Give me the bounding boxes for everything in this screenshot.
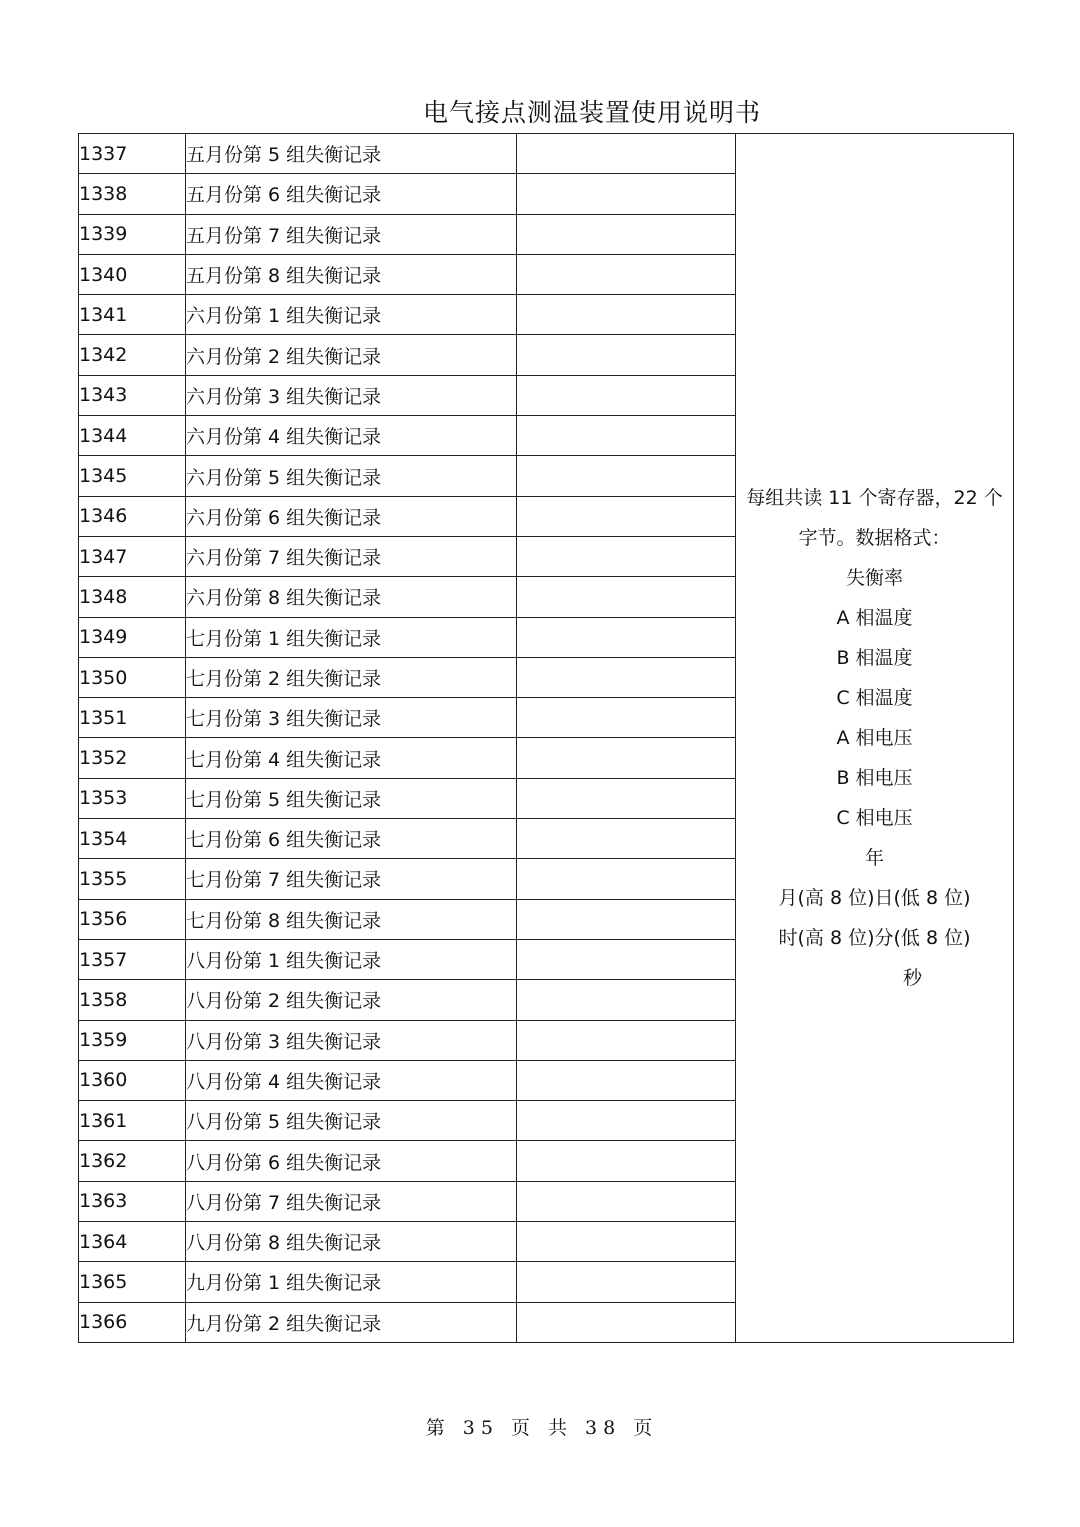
register-name: 八月份第 4 组失衡记录 [186, 1060, 517, 1100]
description-line: 失衡率 [845, 566, 903, 589]
register-value [517, 859, 736, 899]
register-address: 1354 [79, 819, 186, 859]
register-value [517, 778, 736, 818]
register-table-body [79, 134, 1014, 1343]
register-address: 1341 [79, 295, 186, 335]
register-address: 1356 [79, 899, 186, 939]
register-value [517, 174, 736, 214]
register-name: 五月份第 7 组失衡记录 [186, 214, 517, 254]
register-address: 1348 [79, 577, 186, 617]
register-address: 1360 [79, 1060, 186, 1100]
register-name: 五月份第 8 组失衡记录 [186, 254, 517, 294]
document-title: 电气接点测温装置使用说明书 [422, 98, 761, 127]
register-value [517, 980, 736, 1020]
register-name: 七月份第 7 组失衡记录 [186, 859, 517, 899]
register-value [517, 1222, 736, 1262]
register-address: 1362 [79, 1141, 186, 1181]
page-number: 第 35 页 共 38 页 [425, 1417, 659, 1439]
description-line: B 相电压 [836, 766, 913, 789]
register-value [517, 738, 736, 778]
register-value [517, 819, 736, 859]
register-value [517, 1181, 736, 1221]
register-address: 1342 [79, 335, 186, 375]
register-address: 1338 [79, 174, 186, 214]
register-name: 六月份第 1 组失衡记录 [186, 295, 517, 335]
description-line: 时(高 8 位)分(低 8 位) [778, 926, 971, 949]
description-line: A 相电压 [836, 726, 913, 749]
register-address: 1340 [79, 254, 186, 294]
register-name: 六月份第 7 组失衡记录 [186, 536, 517, 576]
register-address: 1337 [79, 134, 186, 174]
register-name: 六月份第 5 组失衡记录 [186, 456, 517, 496]
register-value [517, 1141, 736, 1181]
register-value [517, 939, 736, 979]
register-value [517, 1020, 736, 1060]
register-value [517, 496, 736, 536]
register-name: 六月份第 3 组失衡记录 [186, 375, 517, 415]
register-name: 八月份第 5 组失衡记录 [186, 1101, 517, 1141]
register-value [517, 134, 736, 174]
register-address: 1359 [79, 1020, 186, 1060]
register-value [517, 1060, 736, 1100]
register-value [517, 1101, 736, 1141]
register-table [78, 133, 1014, 1343]
description-line: 每组共读 11 个寄存器，22 个 [746, 486, 1003, 509]
register-address: 1345 [79, 456, 186, 496]
register-address: 1350 [79, 657, 186, 697]
register-value [517, 375, 736, 415]
register-address: 1363 [79, 1181, 186, 1221]
register-name: 六月份第 2 组失衡记录 [186, 335, 517, 375]
register-name: 九月份第 1 组失衡记录 [186, 1262, 517, 1302]
description-line: C 相电压 [836, 806, 913, 829]
register-value [517, 617, 736, 657]
register-name: 八月份第 8 组失衡记录 [186, 1222, 517, 1262]
register-name: 七月份第 4 组失衡记录 [186, 738, 517, 778]
register-value [517, 456, 736, 496]
description-line: 月(高 8 位)日(低 8 位) [778, 886, 971, 909]
register-address: 1357 [79, 939, 186, 979]
register-name: 八月份第 1 组失衡记录 [186, 939, 517, 979]
register-value [517, 577, 736, 617]
register-address: 1352 [79, 738, 186, 778]
register-name: 八月份第 6 组失衡记录 [186, 1141, 517, 1181]
register-name: 八月份第 2 组失衡记录 [186, 980, 517, 1020]
register-name: 七月份第 5 组失衡记录 [186, 778, 517, 818]
register-value [517, 254, 736, 294]
register-name: 七月份第 1 组失衡记录 [186, 617, 517, 657]
description-line: C 相温度 [836, 686, 913, 709]
register-name: 六月份第 8 组失衡记录 [186, 577, 517, 617]
register-name: 八月份第 7 组失衡记录 [186, 1181, 517, 1221]
register-address: 1365 [79, 1262, 186, 1302]
register-value [517, 214, 736, 254]
description-line: 秒 [902, 966, 922, 989]
register-name: 九月份第 2 组失衡记录 [186, 1302, 517, 1342]
register-address: 1361 [79, 1101, 186, 1141]
register-name: 七月份第 6 组失衡记录 [186, 819, 517, 859]
register-name: 七月份第 8 组失衡记录 [186, 899, 517, 939]
register-address: 1343 [79, 375, 186, 415]
register-name: 六月份第 4 组失衡记录 [186, 416, 517, 456]
table-row [79, 134, 1014, 174]
register-value [517, 1262, 736, 1302]
register-address: 1339 [79, 214, 186, 254]
description-line: A 相温度 [836, 606, 913, 629]
register-value [517, 335, 736, 375]
register-name: 七月份第 3 组失衡记录 [186, 698, 517, 738]
register-value [517, 1302, 736, 1342]
register-address: 1346 [79, 496, 186, 536]
register-value [517, 899, 736, 939]
register-address: 1351 [79, 698, 186, 738]
description-line: 字节。数据格式： [798, 526, 951, 549]
register-value [517, 657, 736, 697]
register-address: 1353 [79, 778, 186, 818]
register-address: 1349 [79, 617, 186, 657]
data-format-description [736, 134, 1014, 1343]
register-address: 1364 [79, 1222, 186, 1262]
register-address: 1366 [79, 1302, 186, 1342]
description-line: 年 [864, 846, 884, 869]
register-name: 五月份第 6 组失衡记录 [186, 174, 517, 214]
register-value [517, 416, 736, 456]
register-address: 1344 [79, 416, 186, 456]
description-line: B 相温度 [836, 646, 913, 669]
register-address: 1358 [79, 980, 186, 1020]
register-value [517, 698, 736, 738]
register-name: 八月份第 3 组失衡记录 [186, 1020, 517, 1060]
register-value [517, 536, 736, 576]
register-value [517, 295, 736, 335]
register-name: 六月份第 6 组失衡记录 [186, 496, 517, 536]
register-name: 七月份第 2 组失衡记录 [186, 657, 517, 697]
register-address: 1347 [79, 536, 186, 576]
register-address: 1355 [79, 859, 186, 899]
register-name: 五月份第 5 组失衡记录 [186, 134, 517, 174]
